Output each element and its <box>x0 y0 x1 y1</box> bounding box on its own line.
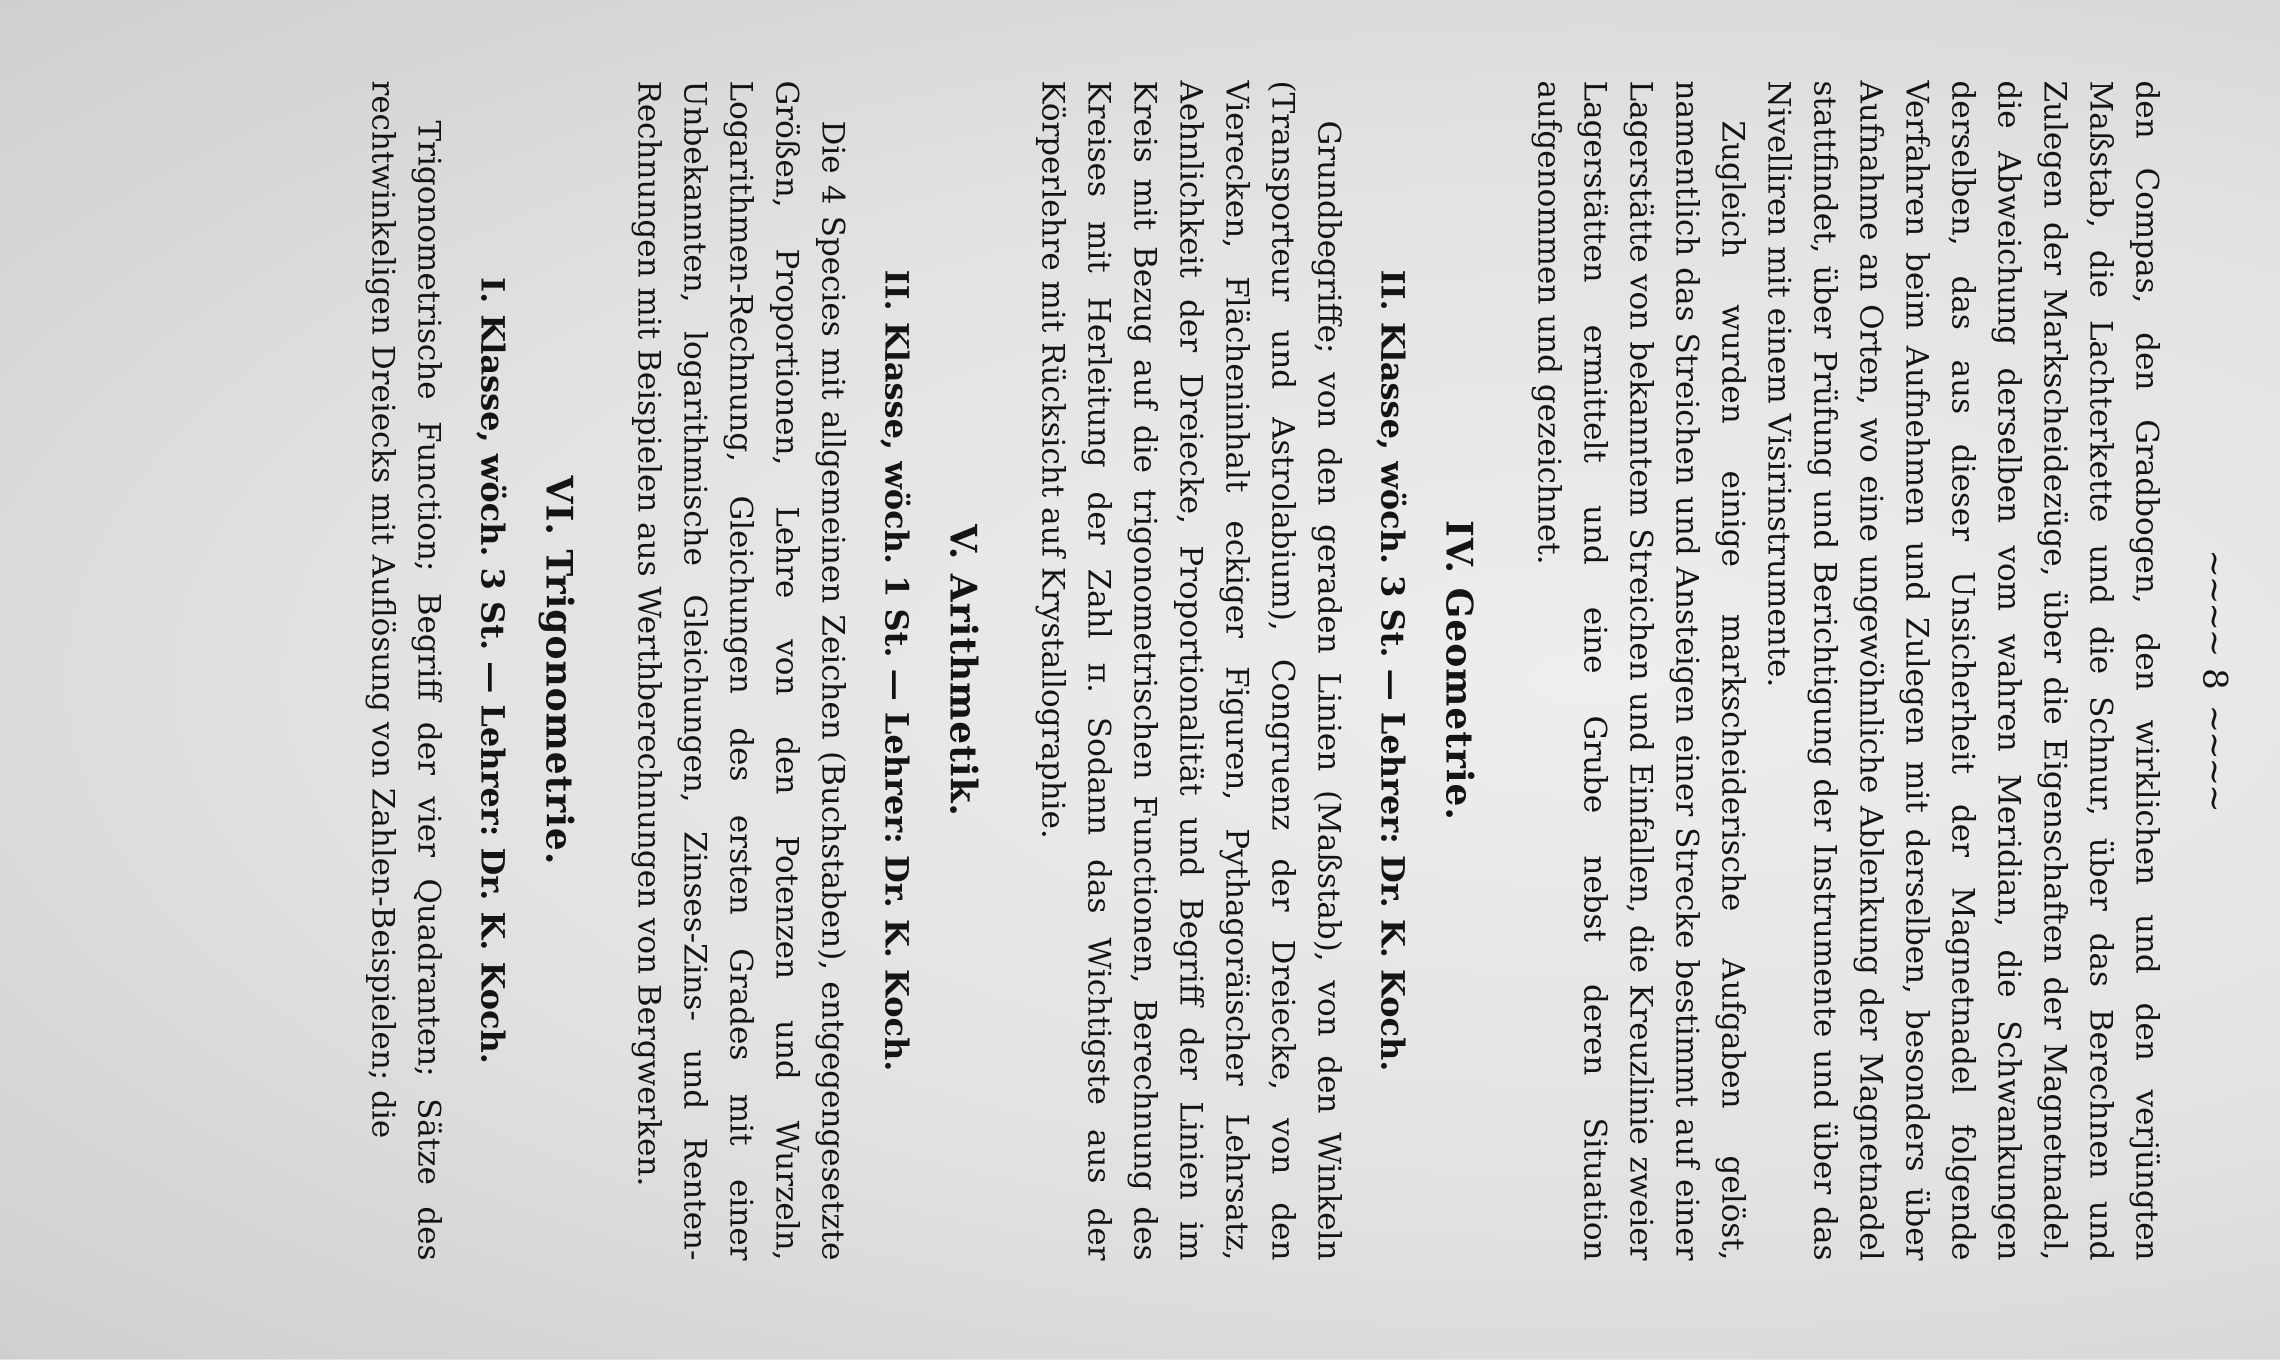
section-subheading-trigonometrie: I. Klasse, wöch. 3 St. — Lehrer: Dr. K. Koch. <box>473 277 512 1064</box>
page-number-value: 8 <box>2194 668 2235 692</box>
folio-ornament-left: ~~~~ <box>2194 549 2235 656</box>
page-text <box>50 81 2170 1261</box>
section-heading-arithmetik: V. Arithmetik. <box>941 524 984 817</box>
section-heading-trigonometrie: VI. Trigonometrie. <box>537 475 580 866</box>
paragraph: Zugleich wurden einige markscheiderische Aufgaben gelöst, namentlich das Streichen und Ansteigen einer Strecke bestimmt auf einer Lagerstätte von bekanntem Streichen und Einfallen, die Kreuzlinie zweier Lagerstätten ermittelt und eine Grube nebst deren Situation aufgenommen und gezeichnet. <box>1530 80 1751 1261</box>
section-text-trigonometrie: Trigonometrische Function; Begriff der vier Quadranten; Sätze des rechtwinkeligen Dreiecks mit Auflösung von Zahlen-Beispielen; die <box>364 80 447 1261</box>
folio-ornament-right: ~~~~ <box>2194 704 2235 811</box>
paragraph-continuation: den Compas, den Gradbogen, den wirklichen und den verjüngten Maßstab, die Lachterkette und die Schnur, über das Berechnen und Zulegen der Markscheidezüge, über die Eigenschaften der Magnetnadel, die Abweichung derselben vom wahren Meridian, die Schwankungen derselben, das aus dieser Unsicherheit der Magnetnadel folgende Verfahren beim Aufnehmen und Zulegen mit derselben, besonders über Aufnahme an Orten, wo eine ungewöhnliche Ablenkung der Magnetnadel stattfindet, über Prüfung und Berichtigung der Instrumente und über das Nivelliren mit einem Visirinstrumente. <box>1760 80 2165 1261</box>
section-heading-geometrie: IV. Geometrie. <box>1437 520 1480 821</box>
section-text-geometrie: Grundbegriffe; von den geraden Linien (Maßstab), von den Winkeln (Transporteur und Astrolabium), Congruenz der Dreiecke, von den Vierecken, Flächeninhalt eckiger Figuren, Pythagoräischer Lehrsatz, Aehnlichkeit der Dreiecke, Proportionalität und Begriff der Linien im Kreis mit Bezug auf die trigonometrischen Functionen, Berechnung des Kreises mit Herleitung der Zahl π. Sodann das Wichtigste aus der Körperlehre mit Rücksicht auf Krystallographie. <box>1034 80 1347 1261</box>
section-subheading-arithmetik: II. Klasse, wöch. 1 St. — Lehrer: Dr. K. Koch. <box>877 269 916 1072</box>
page-number <box>2195 1 2235 1360</box>
section-subheading-geometrie: II. Klasse, wöch. 3 St. — Lehrer: Dr. K. Koch. <box>1373 269 1412 1072</box>
section-text-arithmetik: Die 4 Species mit allgemeinen Zeichen (Buchstaben), entgegengesetzte Größen, Proportionen, Lehre von den Potenzen und Wurzeln, Logarithmen-Rechnung, Gleichungen des ersten Grades mit einer Unbekannten, logarithmische Gleichungen, Zinses-Zins- und Renten-Rechnungen mit Beispielen aus Werthberechnungen von Bergwerken. <box>630 80 851 1261</box>
document-page <box>0 1 2280 1360</box>
